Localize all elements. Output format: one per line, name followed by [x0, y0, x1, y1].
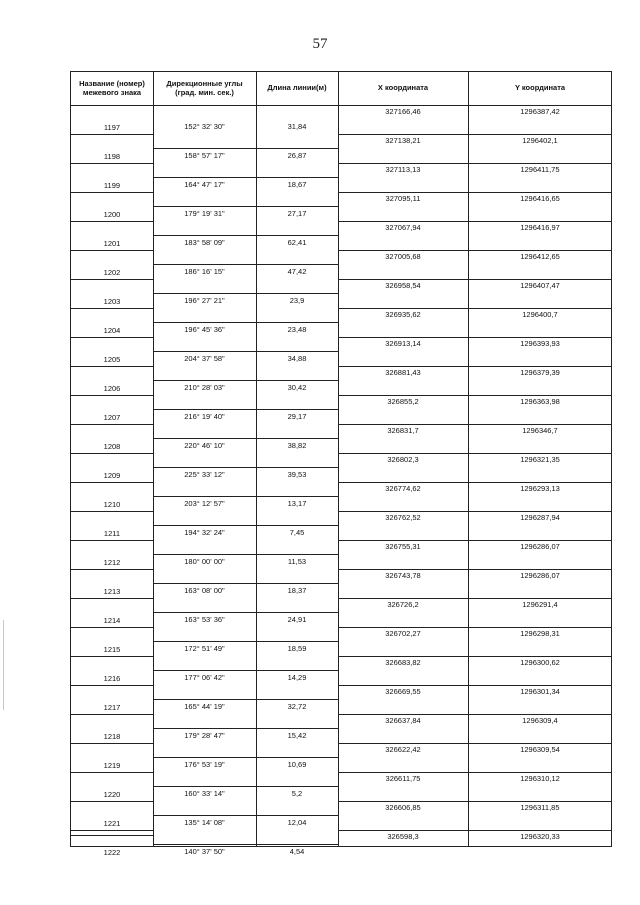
- point-name: 1218: [103, 732, 121, 741]
- point-name: 1197: [103, 123, 121, 132]
- y-coordinate: 1296402,1: [522, 136, 558, 145]
- header-point-name: Название (номер) межевого знака: [79, 78, 145, 97]
- row-divider: [338, 801, 611, 802]
- row-divider: [71, 540, 153, 541]
- table-row: [71, 105, 611, 134]
- row-divider: [338, 598, 611, 599]
- point-name: 1210: [103, 500, 121, 509]
- y-coordinate: 1296287,94: [520, 513, 560, 522]
- row-divider: [153, 612, 338, 613]
- table-row: [71, 424, 611, 453]
- point-name: 1219: [103, 761, 121, 770]
- table-row: [71, 366, 611, 395]
- table-row: [71, 656, 611, 685]
- y-coordinate: 1296412,65: [520, 252, 560, 261]
- table-row: [71, 192, 611, 221]
- row-divider: [153, 467, 338, 468]
- table-row: [71, 308, 611, 337]
- point-name: 1221: [103, 819, 121, 828]
- row-divider: [71, 134, 153, 135]
- row-divider: [71, 830, 153, 831]
- point-name: 1213: [103, 587, 121, 596]
- point-name: 1215: [103, 645, 121, 654]
- row-divider: [71, 424, 153, 425]
- table-row: [71, 540, 611, 569]
- line-length: 14,29: [287, 673, 307, 682]
- point-name: 1198: [103, 152, 121, 161]
- point-name: 1206: [103, 384, 121, 393]
- row-divider: [71, 772, 153, 773]
- y-coordinate: 1296363,98: [520, 397, 560, 406]
- header-direction-angle: Дирекционные углы (град. мин. сек.): [166, 78, 243, 97]
- point-name: 1211: [103, 529, 121, 538]
- direction-angle: 216° 19' 40": [184, 412, 225, 421]
- point-name: 1222: [103, 848, 121, 857]
- x-coordinate: 326958,54: [385, 281, 421, 290]
- line-length: 47,42: [287, 267, 307, 276]
- direction-angle: 152° 32' 30": [184, 122, 225, 131]
- direction-angle: 164° 47' 17": [184, 180, 225, 189]
- direction-angle: 196° 45' 36": [184, 325, 225, 334]
- row-divider: [338, 221, 611, 222]
- line-length: 62,41: [287, 238, 307, 247]
- x-coordinate: 327138,21: [385, 136, 421, 145]
- line-length: 10,69: [287, 760, 307, 769]
- line-length: 18,67: [287, 180, 307, 189]
- point-name: 1216: [103, 674, 121, 683]
- y-coordinate: 1296311,85: [520, 803, 560, 812]
- direction-angle: 177° 06' 42": [184, 673, 225, 682]
- point-name: 1204: [103, 326, 121, 335]
- row-divider: [71, 685, 153, 686]
- row-divider: [338, 395, 611, 396]
- row-divider: [71, 801, 153, 802]
- x-coordinate: 326669,55: [385, 687, 421, 696]
- margin-mark: [3, 620, 4, 710]
- row-divider: [338, 453, 611, 454]
- row-divider: [153, 322, 338, 323]
- x-coordinate: 327113,13: [385, 165, 421, 174]
- row-divider: [71, 453, 153, 454]
- x-coordinate: 327067,94: [385, 223, 421, 232]
- line-length: 18,37: [287, 586, 307, 595]
- y-coordinate: 1296416,65: [520, 194, 560, 203]
- x-coordinate: 326855,2: [387, 397, 419, 406]
- x-coordinate: 326774,62: [385, 484, 421, 493]
- point-name: 1203: [103, 297, 121, 306]
- header-line-length: Длина линии(м): [267, 83, 327, 93]
- row-divider: [71, 714, 153, 715]
- point-name: 1217: [103, 703, 121, 712]
- point-name: 1212: [103, 558, 121, 567]
- line-length: 31,84: [287, 122, 307, 131]
- row-divider: [338, 656, 611, 657]
- x-coordinate: 326743,78: [385, 571, 421, 580]
- x-coordinate: 327166,46: [385, 107, 421, 116]
- row-divider: [71, 395, 153, 396]
- point-name: 1201: [103, 239, 121, 248]
- y-coordinate: 1296298,31: [520, 629, 560, 638]
- direction-angle: 183° 58' 09": [184, 238, 225, 247]
- x-coordinate: 326611,75: [385, 774, 421, 783]
- row-divider: [153, 409, 338, 410]
- direction-angle: 186° 16' 15": [184, 267, 225, 276]
- y-coordinate: 1296310,12: [520, 774, 560, 783]
- x-coordinate: 326831,7: [387, 426, 419, 435]
- x-coordinate: 326598,3: [387, 832, 419, 841]
- table-row: [71, 453, 611, 482]
- row-divider: [338, 714, 611, 715]
- x-coordinate: 326881,43: [385, 368, 421, 377]
- table-row: [71, 685, 611, 714]
- direction-angle: 204° 37' 58": [184, 354, 225, 363]
- row-divider: [338, 192, 611, 193]
- point-name: 1207: [103, 413, 121, 422]
- y-coordinate: 1296300,62: [520, 658, 560, 667]
- row-divider: [338, 134, 611, 135]
- table-row: [71, 221, 611, 250]
- point-name: 1202: [103, 268, 121, 277]
- row-divider: [71, 250, 153, 251]
- x-coordinate: 326637,84: [385, 716, 421, 725]
- line-length: 30,42: [287, 383, 307, 392]
- row-divider: [153, 380, 338, 381]
- direction-angle: 179° 28' 47": [184, 731, 225, 740]
- y-coordinate: 1296301,34: [520, 687, 560, 696]
- x-coordinate: 326935,62: [385, 310, 421, 319]
- direction-angle: 165° 44' 19": [184, 702, 225, 711]
- row-divider: [338, 424, 611, 425]
- table-row: [71, 250, 611, 279]
- y-coordinate: 1296293,13: [520, 484, 560, 493]
- x-coordinate: 326913,14: [385, 339, 421, 348]
- row-divider: [153, 844, 338, 845]
- y-coordinate: 1296286,07: [520, 542, 560, 551]
- y-coordinate: 1296309,4: [522, 716, 558, 725]
- table-row: [71, 598, 611, 627]
- line-length: 29,17: [287, 412, 307, 421]
- direction-angle: 210° 28' 03": [184, 383, 225, 392]
- table-row: [71, 772, 611, 801]
- row-divider: [338, 308, 611, 309]
- row-divider: [338, 163, 611, 164]
- line-length: 38,82: [287, 441, 307, 450]
- row-divider: [71, 366, 153, 367]
- table-row: [71, 801, 611, 830]
- line-length: 39,53: [287, 470, 307, 479]
- x-coordinate: 327005,68: [385, 252, 421, 261]
- table-row: [71, 743, 611, 772]
- direction-angle: 203° 12' 57": [184, 499, 225, 508]
- line-length: 24,91: [287, 615, 307, 624]
- line-length: 5,2: [291, 789, 303, 798]
- table-row: [71, 482, 611, 511]
- line-length: 23,48: [287, 325, 307, 334]
- row-divider: [71, 569, 153, 570]
- row-divider: [153, 264, 338, 265]
- line-length: 23,9: [289, 296, 305, 305]
- y-coordinate: 1296416,97: [520, 223, 560, 232]
- page-number: 57: [312, 36, 328, 52]
- x-coordinate: 326726,2: [387, 600, 419, 609]
- direction-angle: 160° 33' 14": [184, 789, 225, 798]
- table-row: [71, 134, 611, 163]
- direction-angle: 225° 33' 12": [184, 470, 225, 479]
- line-length: 11,53: [287, 557, 307, 566]
- row-divider: [153, 496, 338, 497]
- direction-angle: 140° 37' 50": [184, 847, 225, 856]
- line-length: 4,54: [289, 847, 305, 856]
- row-divider: [338, 569, 611, 570]
- table-row: [71, 163, 611, 192]
- row-divider: [153, 815, 338, 816]
- row-divider: [338, 685, 611, 686]
- row-divider: [153, 583, 338, 584]
- boundary-coordinates-table: [70, 71, 612, 857]
- point-name: 1205: [103, 355, 121, 364]
- row-divider: [71, 743, 153, 744]
- row-divider: [153, 728, 338, 729]
- row-divider: [71, 279, 153, 280]
- row-divider: [153, 641, 338, 642]
- line-length: 7,45: [289, 528, 305, 537]
- row-divider: [338, 366, 611, 367]
- y-coordinate: 1296321,35: [520, 455, 560, 464]
- row-divider: [153, 670, 338, 671]
- row-divider: [153, 351, 338, 352]
- point-name: 1200: [103, 210, 121, 219]
- line-length: 12,04: [287, 818, 307, 827]
- row-divider: [338, 772, 611, 773]
- line-length: 13,17: [287, 499, 307, 508]
- row-divider: [71, 308, 153, 309]
- direction-angle: 196° 27' 21": [184, 296, 225, 305]
- direction-angle: 194° 32' 24": [184, 528, 225, 537]
- line-length: 27,17: [287, 209, 307, 218]
- x-coordinate: 326762,52: [385, 513, 421, 522]
- row-divider: [153, 699, 338, 700]
- line-length: 15,42: [287, 731, 307, 740]
- direction-angle: 180° 00' 00": [184, 557, 225, 566]
- row-divider: [153, 438, 338, 439]
- row-divider: [71, 598, 153, 599]
- y-coordinate: 1296393,93: [520, 339, 560, 348]
- table-row: [71, 337, 611, 366]
- table-row: [71, 511, 611, 540]
- row-divider: [71, 337, 153, 338]
- table-row: [71, 627, 611, 656]
- y-coordinate: 1296407,47: [520, 281, 560, 290]
- line-length: 32,72: [287, 702, 307, 711]
- y-coordinate: 1296320,33: [520, 832, 560, 841]
- point-name: 1208: [103, 442, 121, 451]
- table-row: [71, 279, 611, 308]
- y-coordinate: 1296379,39: [520, 368, 560, 377]
- row-divider: [338, 279, 611, 280]
- header-x-coordinate: X координата: [377, 83, 429, 93]
- x-coordinate: 326702,27: [385, 629, 421, 638]
- direction-angle: 172° 51' 49": [184, 644, 225, 653]
- row-divider: [153, 206, 338, 207]
- table-row: [71, 395, 611, 424]
- row-divider: [338, 337, 611, 338]
- row-divider: [153, 554, 338, 555]
- y-coordinate: 1296346,7: [522, 426, 558, 435]
- direction-angle: 135° 14' 08": [184, 818, 225, 827]
- direction-angle: 163° 53' 36": [184, 615, 225, 624]
- point-name: 1220: [103, 790, 121, 799]
- row-divider: [71, 511, 153, 512]
- direction-angle: 163° 08' 00": [184, 586, 225, 595]
- x-coordinate: 326606,85: [385, 803, 421, 812]
- row-divider: [153, 293, 338, 294]
- line-length: 26,87: [287, 151, 307, 160]
- row-divider: [153, 148, 338, 149]
- row-divider: [338, 250, 611, 251]
- row-divider: [153, 235, 338, 236]
- row-divider: [71, 627, 153, 628]
- x-coordinate: 326802,3: [387, 455, 419, 464]
- table-row: [71, 714, 611, 743]
- row-divider: [71, 482, 153, 483]
- y-coordinate: 1296400,7: [522, 310, 558, 319]
- x-coordinate: 326622,42: [385, 745, 421, 754]
- row-divider: [338, 511, 611, 512]
- direction-angle: 158° 57' 17": [184, 151, 225, 160]
- y-coordinate: 1296309,54: [520, 745, 560, 754]
- row-divider: [71, 656, 153, 657]
- row-divider: [338, 540, 611, 541]
- x-coordinate: 327095,11: [385, 194, 421, 203]
- row-divider: [153, 757, 338, 758]
- x-coordinate: 326755,31: [385, 542, 421, 551]
- point-name: 1209: [103, 471, 121, 480]
- header-y-coordinate: Y координата: [514, 83, 566, 93]
- direction-angle: 176° 53' 19": [184, 760, 225, 769]
- direction-angle: 179° 19' 31": [184, 209, 225, 218]
- row-divider: [338, 743, 611, 744]
- point-name: 1199: [103, 181, 121, 190]
- row-divider: [153, 525, 338, 526]
- direction-angle: 220° 46' 10": [184, 441, 225, 450]
- row-divider: [71, 163, 153, 164]
- row-divider: [153, 177, 338, 178]
- row-divider: [338, 482, 611, 483]
- point-name: 1214: [103, 616, 121, 625]
- line-length: 18,59: [287, 644, 307, 653]
- row-divider: [71, 192, 153, 193]
- row-divider: [71, 835, 153, 836]
- y-coordinate: 1296291,4: [522, 600, 558, 609]
- line-length: 34,88: [287, 354, 307, 363]
- row-divider: [153, 786, 338, 787]
- y-coordinate: 1296286,07: [520, 571, 560, 580]
- table-row: [71, 569, 611, 598]
- row-divider: [71, 221, 153, 222]
- y-coordinate: 1296387,42: [520, 107, 560, 116]
- row-divider: [338, 830, 611, 831]
- row-divider: [338, 627, 611, 628]
- x-coordinate: 326683,82: [385, 658, 421, 667]
- y-coordinate: 1296411,75: [520, 165, 560, 174]
